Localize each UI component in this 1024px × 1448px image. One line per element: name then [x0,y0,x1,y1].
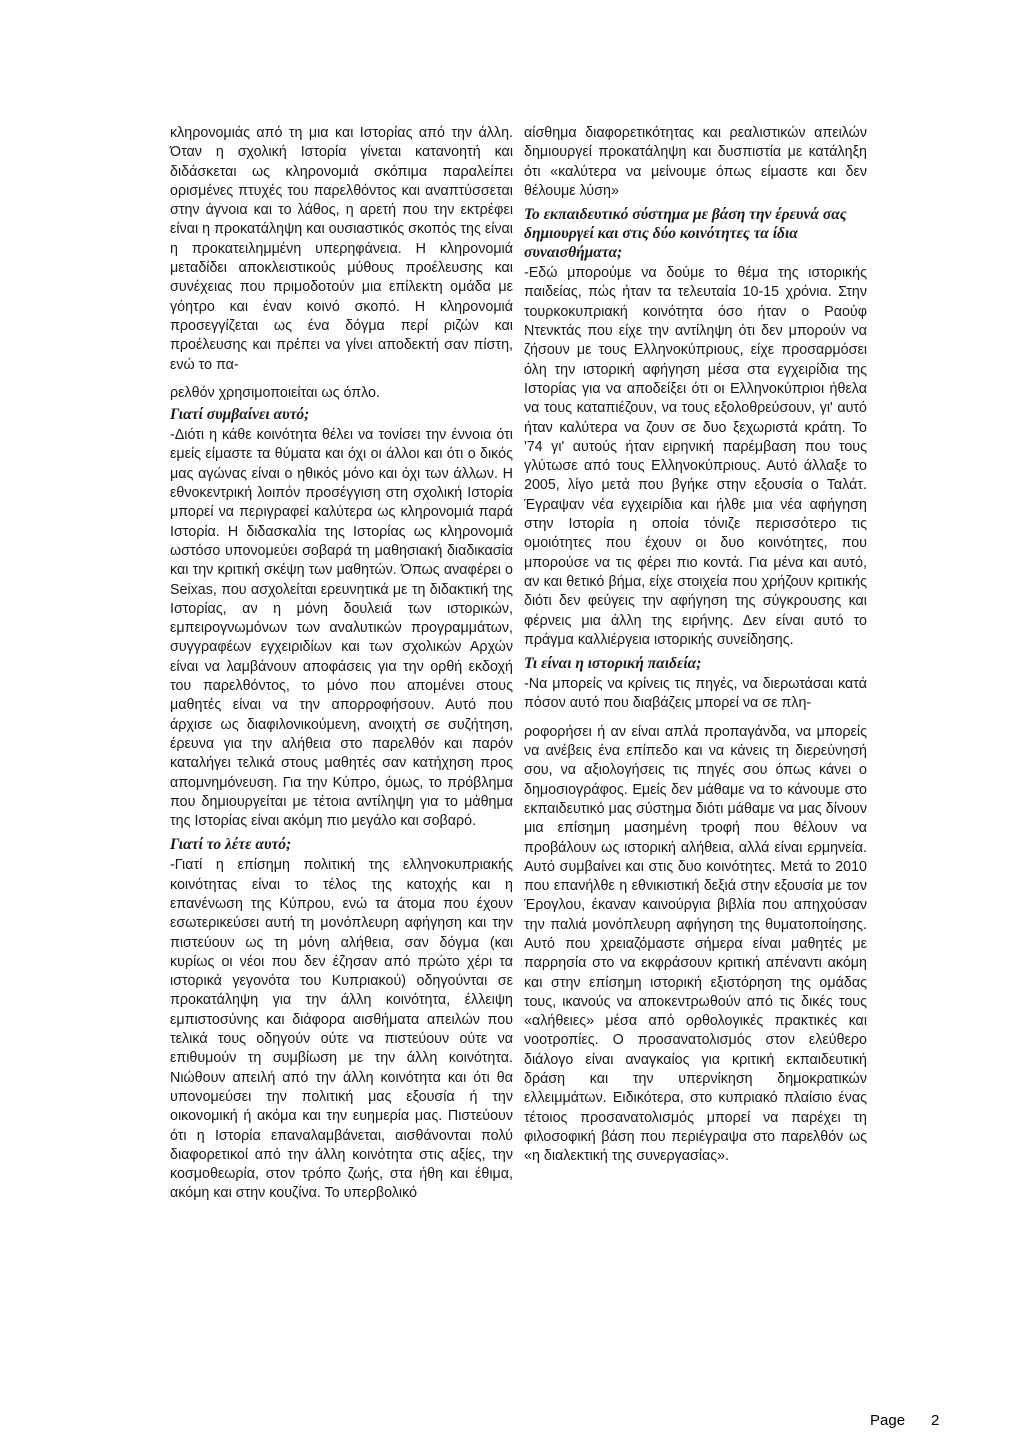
question-heading: Γιατί το λέτε αυτό; [170,836,292,854]
question-heading: Γιατί συμβαίνει αυτό; [170,406,310,424]
right-column [524,124,867,1167]
left-column [170,124,513,1204]
paragraph: αίσθημα διαφορετικότητας και ρεαλιστικών απειλών δημιουργεί προκατάληψη και δυσπιστία με κατάληξη ότι «καλύτερα να μείνουμε όπως είμαστε και δεν θέλουμε λύση» [524,125,867,199]
paragraph: ρελθόν χρησιμοποιείται ως όπλο. [170,384,380,401]
page-number: 2 [931,1412,940,1429]
paragraph: -Να μπορείς να κρίνεις τις πηγές, να διερωτάσαι κατά πόσον αυτό που διαβάζεις μπορεί να σε πλη- [524,676,867,712]
page-footer [870,1412,939,1429]
question-heading: Τι είναι η ιστορική παιδεία; [524,655,702,673]
paragraph: ροφορήσει ή αν είναι απλά προπαγάνδα, να μπορείς να ανέβεις ένα επίπεδο και να κάνεις τη διερεύνησή σου, να αξιολογήσεις τις πηγές σου όπως κάνει ο δημοσιογράφος. Εμείς δεν μάθαμε να το κάνουμε στο εκπαιδευτικό μας σύστημα διότι μάθαμε να μας δίνουν μια επίσημη μασημένη τροφή που θέλουν να προβάλουν ως ιστορική αλήθεια, αλλά είναι ερμηνεία. Αυτό συμβαίνει και στις δυο κοινότητες. Μετά το 2010 που επανήλθε η εθνικιστική δεξιά στην εξουσία με τον Έρογλου, έκαναν καινούργια βιβλία που απηχούσαν την παλιά μονόπλευρη αφήγηση της θυματοποίησης. Αυτό που χρειαζόμαστε σήμερα είναι μαθητές με παρρησία στο να εκφράσουν κριτική απέναντι ακόμη και στην επίσημη ιστορική εξιστόρηση της ομάδας τους, ικανούς να αποκεντρωθούν από τις δικές τους «αλήθειες» μέσα από ορθολογικές πρακτικές και νοοτροπίες. Ο προσανατολισμός στον ελεύθερο διάλογο είναι αναγκαίος για κριτική εκπαιδευτική δράση και την υπερνίκηση δημοκρατικών ελλειμμάτων. Ειδικότερα, στο κυπριακό πλαίσιο ένας τέτοιος προσανατολισμός μπορεί να παρέχει τη φιλοσοφική βάση που περιέγραψα στο παρελθόν ως «η διαλεκτική της συνεργασίας». [524,723,867,1165]
question-heading: Το εκπαιδευτικό σύστημα με βάση την έρευνά σας δημιουργεί και στις δύο κοινότητες τα ίδια συναισθήματα; [524,206,847,262]
page-label: Page [870,1412,906,1429]
paragraph: -Εδώ μπορούμε να δούμε το θέμα της ιστορικής παιδείας, πώς ήταν τα τελευταία 10-15 χρόνια. Στην τουρκοκυπριακή κοινότητα όσο ήταν ο Ραούφ Ντενκτάς που είχε την αντίληψη ότι δεν μπορούν να ζήσουν με τους Ελληνοκύπριους, είχε προσαρμόσει όλη την ιστορική αφήγηση μέσα στα εγχειρίδια της Ιστορίας για να αποδείξει ότι οι Ελληνοκύπριοι ήθελα να τους καταπιέζουν, να τους εξολοθρεύσουν, γι' αυτό ήταν καλύτερα να ζουν σε δυο ξεχωριστά κράτη. Το '74 γι' αυτούς ήταν ειρηνική παρέμβαση που τους γλύτωσε από τους Ελληνοκύπριους. Αυτό άλλαξε το 2005, λίγο μετά που βγήκε στην εξουσία ο Ταλάτ. Έγραψαν νέα εγχειρίδια και ήλθε μια νέα αφήγηση στην Ιστορία η οποία τόνιζε περισσότερο τις ομοιότητες που έχουν οι δυο κοινότητες, που μπορούσε να τις φέρει πιο κοντά. Για μένα και αυτό, αν και θετικό βήμα, είχε στοιχεία που χρήζουν κριτικής διότι δεν φεύγεις την αφήγηση της σύγκρουσης και φέρνεις μια άλλη της ειρήνης. Δεν είναι αυτό το πράγμα καλλιέργεια ιστορικής συνείδησης. [524,265,867,648]
paragraph: -Διότι η κάθε κοινότητα θέλει να τονίσει την έννοια ότι εμείς είμαστε τα θύματα και όχι οι άλλοι και ότι ο δικός μας αγώνας είναι ο ηθικός μόνο και όχι των άλλων. Η εθνοκεντρική λοιπόν προσέγγιση στη σχολική Ιστορία μπορεί να περιγραφεί καλύτερα ως κληρονομιά παρά Ιστορία. Η διδασκαλία της Ιστορίας ως κληρονομιά ωστόσο υπονομεύει σοβαρά τη μαθησιακή διαδικασία και την κριτική σκέψη των μαθητών. Όπως αναφέρει ο Seixas, που ασχολείται ερευνητικά με τη διδακτική της Ιστορίας, αν η μόνη δουλειά των ιστορικών, εμπειρογνωμόνων των αναλυτικών προγραμμάτων, συγγραφέων εγχειριδίων και των σχολικών Αρχών είναι να λαμβάνουν αποφάσεις για την ορθή εκδοχή του παρελθόντος, το μόνο που απομένει στους μαθητές είναι να την απορροφήσουν. Αυτό που άρχισε ως διαφιλονικούμενη, ανοιχτή σε συζήτηση, έρευνα για την αλήθεια στο παρελθόν και παρόν καταλήγει τελικά στους μαθητές σαν κατήχηση προς απομνημόνευση. Για την Κύπρο, όμως, το πρόβλημα που δημιουργείται με τέτοια αντίληψη για το μάθημα της Ιστορίας είναι ακόμη πιο μεγάλο και σοβαρό. [170,427,513,830]
paragraph: -Γιατί η επίσημη πολιτική της ελληνοκυπριακής κοινότητας είναι το τέλος της κατοχής και η επανένωση της Κύπρου, ενώ τα άτομα που έχουν εσωτερικεύσει αυτή τη μονόπλευρη αφήγηση και την πιστεύουν ως τη μόνη αλήθεια, σαν δόγμα (και κυρίως οι νέοι που δεν έζησαν από πρώτο χέρι τα ιστορικά γεγονότα του Κυπριακού) οδηγούνται σε προκατάληψη για την άλλη κοινότητα, έλλειψη εμπιστοσύνης και διάφορα αισθήματα απειλών που τελικά τους οδηγούν ούτε να πιστεύουν ούτε να επιθυμούν τη συμβίωση με την άλλη κοινότητα. Νιώθουν απειλή από την άλλη κοινότητα και ότι θα υπονομεύσει την πολιτική μας εξουσία ή την οικονομική ή ακόμα και την ευημερία μας. Πιστεύουν ότι η Ιστορία επαναλαμβάνεται, αισθάνονται πολύ διαφορετικοί από την άλλη κοινότητα στις αξίες, την κοσμοθεωρία, στον τρόπο ζωής, στα ήθη και έθιμα, ακόμη και στην κουζίνα. Το υπερβολικό [170,857,513,1202]
paragraph: κληρονομιάς από τη μια και Ιστορίας από την άλλη. Όταν η σχολική Ιστορία γίνεται κατανοητή και διδάσκεται ως κληρονομιά σκόπιμα παραλείπει ορισμένες πτυχές του παρελθόντος και αναπτύσσεται στην άγνοια και το λάθος, η αρετή που την εκτρέφει είναι η προκατάληψη και ουσιαστικός σκοπός της είναι η προκατειλημμένη υπερηφάνεια. Η κληρονομιά μεταδίδει αποκλειστικούς μύθους προέλευσης και συνέχειας που πριμοδοτούν μια επίλεκτη ομάδα με γόητρο και έναν κοινό σκοπό. Η κληρονομιά προσεγγίζεται ως ένα δόγμα περί ριζών και προέλευσης και πρέπει να γίνει αποδεκτή σαν πίστη, ενώ το πα- [170,125,513,373]
